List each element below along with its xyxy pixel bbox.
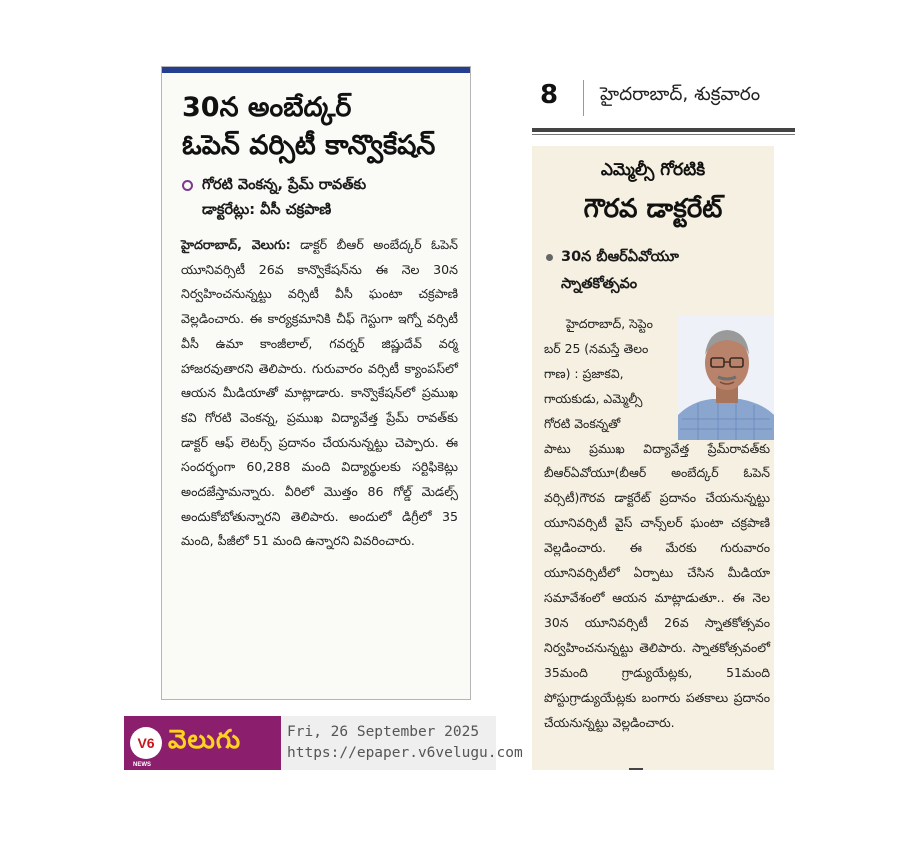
left-body-text: డాక్టర్ బీఆర్ అంబేద్కర్ ఓపెన్ యూనివర్సిటీ 26వ కాన్వొకేషన్‌ను ఈ నెల 30న నిర్వహించనున్నట్టు వర్సిటీ వీసీ ఘంటా చక్రపాణి వెల్లడించారు. ఈ కార్యక్రమానికి చీఫ్ గెస్టుగా ఇగ్నో వర్సిటీ వీసీ ఉమా కాంజీలాల్, గవర్నర్ జిష్ణుదేవ్ వర్మ హాజరవుతారని తెలిపారు. గురువారం వర్సిటీ క్యాంపస్‌లో ఆయన మీడియాతో మాట్లాడారు. కాన్వొకేషన్‌లో ప్రముఖ కవి గోరటి వెంకన్న, ప్రముఖ విద్యావేత్త ప్రేమ్ రావత్‌కు డాక్టర్ ఆఫ్ లెటర్స్ ప్రదానం చేయనున్నట్టు చెప్పారు. ఈ సందర్భంగా 60,288 మంది విద్యార్థులకు సర్టిఫికెట్లు అందజేస్తామన్నారు. వీరిలో మొత్తం 86 గోల్డ్ మెడల్స్ అందుకోబోతున్నారని తెలిపారు. అందులో డిగ్రీలో 35 మంది, పీజీలో 51 మంది ఉన్నారని వివరించారు. — [181, 237, 458, 549]
left-subhead-line1: గోరటి వెంకన్న, ప్రేమ్ రావత్‌కు — [202, 177, 367, 193]
right-body-line: బర్ 25 (నమస్తే తెలం — [544, 340, 649, 356]
right-kicker: ఎమ్మెల్సీ గోరటికి — [600, 160, 706, 180]
right-body-line: గోరటి వెంకన్నతో — [544, 415, 621, 431]
right-article — [532, 146, 774, 770]
left-article — [161, 66, 471, 700]
left-dateline: హైదరాబాద్, వెలుగు: — [181, 237, 291, 252]
left-headline-line1: 30న అంబేద్కర్ — [182, 92, 352, 123]
banner-url[interactable]: https://epaper.v6velugu.com — [287, 745, 523, 761]
right-body-line: హైదరాబాద్, సెప్టెం — [566, 316, 653, 331]
page-dateline: హైదరాబాద్, శుక్రవారం — [600, 84, 761, 105]
right-headline: గౌరవ డాక్టరేట్ — [583, 194, 723, 224]
left-headline-line2: ఓపెన్ వర్సిటీ కాన్వొకేషన్ — [182, 130, 436, 161]
left-article-body — [162, 229, 470, 554]
banner-meta — [281, 722, 523, 764]
right-subhead — [532, 230, 774, 298]
page-number: 8 — [540, 80, 559, 110]
right-body-wrapped — [544, 312, 672, 437]
epaper-banner — [124, 716, 523, 770]
left-headline — [162, 73, 470, 171]
v6-logo-icon — [130, 727, 162, 768]
article-end-mark — [629, 768, 643, 770]
left-subhead — [162, 171, 470, 229]
right-subhead-line1: 30న బీఆర్ఏవోయూ — [561, 249, 679, 265]
header-rule-thick — [532, 128, 795, 132]
brand-name: వెలుగు — [168, 725, 242, 755]
v6-logo-subtext: NEWS — [133, 762, 151, 768]
right-body-line: గాయకుడు, ఎమ్మెల్సీ — [544, 390, 643, 406]
dot-bullet-icon — [546, 254, 553, 261]
ring-bullet-icon — [182, 180, 193, 191]
left-subhead-line2: డాక్టరేట్లు: వీసీ చక్రపాణి — [202, 202, 332, 218]
header-divider — [583, 80, 584, 116]
brand-block — [124, 716, 281, 770]
banner-date: Fri, 26 September 2025 — [287, 724, 480, 740]
right-subhead-line2: స్నాతకోత్సవం — [561, 276, 638, 292]
v6-logo-text: V6 — [137, 735, 155, 751]
header-rule-thin — [532, 134, 795, 135]
right-article-body — [544, 312, 770, 735]
right-body-line: గాణ) : ప్రజాకవి, — [544, 365, 624, 381]
right-body-text: పాటు ప్రముఖ విద్యావేత్త ప్రేమ్‌రావత్‌కు బీఆర్ఏవోయూ(బీఆర్ అంబేద్కర్ ఓపెన్ వర్సిటీ)గౌరవ డాక్టరేట్ ప్రదానం చేయనున్నట్టు యూనివర్సిటీ వైస్ చాన్స్‌లర్ ఘంటా చక్రపాణి వెల్లడించారు. ఈ మేరకు గురువారం యూనివర్సిటీలో ఏర్పాటు చేసిన మీడియా సమావేశంలో ఆయన మాట్లాడుతూ.. ఈ నెల 30న యూనివర్సిటీ 26వ స్నాతకోత్సవం నిర్వహించనున్నట్టు తెలిపారు. స్నాతకోత్సవంలో 35మంది గ్రాడ్యుయేట్లకు, 51మంది పోస్టుగ్రాడ్యుయేట్లకు బంగారు పతకాలు ప్రదానం చేయనున్నట్టు వెల్లడించారు. — [544, 440, 770, 730]
